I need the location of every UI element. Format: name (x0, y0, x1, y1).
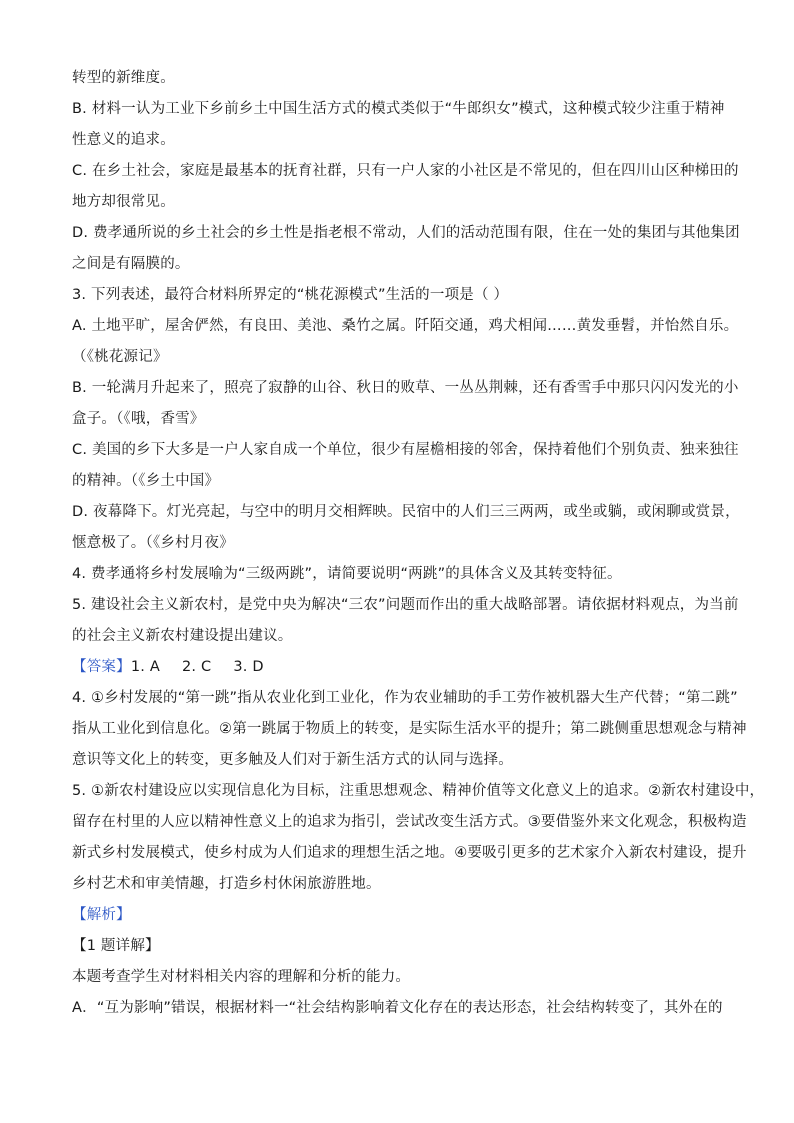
text-line: 之间是有隔膜的。 (72, 256, 190, 272)
text-line: 本题考查学生对材料相关内容的理解和分析的能力。 (72, 969, 411, 985)
analysis-tag: 【解析】 (72, 907, 131, 923)
option-d-line: D. 费孝通所说的乡土社会的乡土性是指老根不常动，人们的活动范围有限，住在一处的集团与其他集团 (72, 225, 740, 241)
text-line: 性意义的追求。 (72, 132, 175, 148)
text-line: 转型的新维度。 (72, 70, 175, 86)
answer-tag: 【答案】 (72, 659, 131, 675)
text-line: 指从工业化到信息化。②第一跳属于物质上的转变，是实际生活水平的提升；第二跳侧重思想观念与精神 (72, 721, 747, 737)
text-line: 惬意极了。（《乡村月夜》 (72, 535, 234, 551)
text-line: 的精神。（《乡土中国》 (72, 473, 220, 489)
answer-line (72, 652, 722, 683)
q3-option-b: B. 一轮满月升起来了，照亮了寂静的山谷、秋日的败草、一丛丛荆棘，还有香雪手中那只闪闪发光的小 (72, 380, 739, 396)
question-4: 4. 费孝通将乡村发展喻为“三级两跳”，请简要说明“两跳”的具体含义及其转变特征。 (72, 566, 622, 582)
q3-option-a: A. 土地平旷，屋舍俨然，有良田、美池、桑竹之属。阡陌交通，鸡犬相闻……黄发垂髫，并怡然自乐。 (72, 318, 739, 334)
option-c-line: C. 在乡土社会，家庭是最基本的抚育社群，只有一户人家的小社区是不常见的，但在四川山区种梯田的 (72, 163, 739, 179)
text-line: 新式乡村发展模式，使乡村成为人们追求的理想生活之地。④要吸引更多的艺术家介入新农村建设，提升 (72, 845, 747, 861)
q3-option-d: D. 夜幕降下。灯光亮起，与空中的明月交相辉映。民宿中的人们三三两两，或坐或躺，或闲聊或赏景， (72, 504, 740, 520)
question-3: 3. 下列表述，最符合材料所界定的“桃花源模式”生活的一项是（ ） (72, 287, 509, 303)
text-line: 的社会主义新农村建设提出建议。 (72, 628, 293, 644)
text-line: 乡村艺术和审美情趣，打造乡村休闲旅游胜地。 (72, 876, 381, 892)
document-page (72, 63, 765, 1024)
text-line: 地方却很常见。 (72, 194, 175, 210)
question-5: 5. 建设社会主义新农村，是党中央为解决“三农”问题而作出的重大战略部署。请依据材料观点，为当前 (72, 597, 739, 613)
answer-5-line: 5. ①新农村建设应以实现信息化为目标，注重思想观念、精神价值等文化意义上的追求。②新农村建设中， (72, 783, 765, 799)
option-b-line: B. 材料一认为工业下乡前乡土中国生活方式的模式类似于“牛郎织女”模式，这种模式较少注重于精神 (72, 101, 725, 117)
text-line: （《桃花源记》 (72, 349, 168, 365)
answer-4-line: 4. ①乡村发展的“第一跳”指从农业化到工业化，作为农业辅助的手工劳作被机器大生产代替；“第二跳” (72, 690, 738, 706)
answer-2: 2. C (181, 659, 212, 675)
text-line: A．“互为影响”错误，根据材料一“社会结构影响着文化存在的表达形态，社会结构转变了，其外在的 (72, 1000, 723, 1016)
q1-detail-heading: 【1 题详解】 (72, 938, 160, 954)
answer-1: 1. A (130, 659, 160, 675)
answer-3: 3. D (233, 659, 264, 675)
text-line: 意识等文化上的转变，更多触及人们对于新生活方式的认同与选择。 (72, 752, 513, 768)
q3-option-c: C. 美国的乡下大多是一户人家自成一个单位，很少有屋檐相接的邻舍，保持着他们个别负责、独来独往 (72, 442, 739, 458)
text-line: 盒子。（《哦，香雪》 (72, 411, 205, 427)
text-line: 留存在村里的人应以精神性意义上的追求为指引，尝试改变生活方式。③要借鉴外来文化观念，积极构造 (72, 814, 747, 830)
